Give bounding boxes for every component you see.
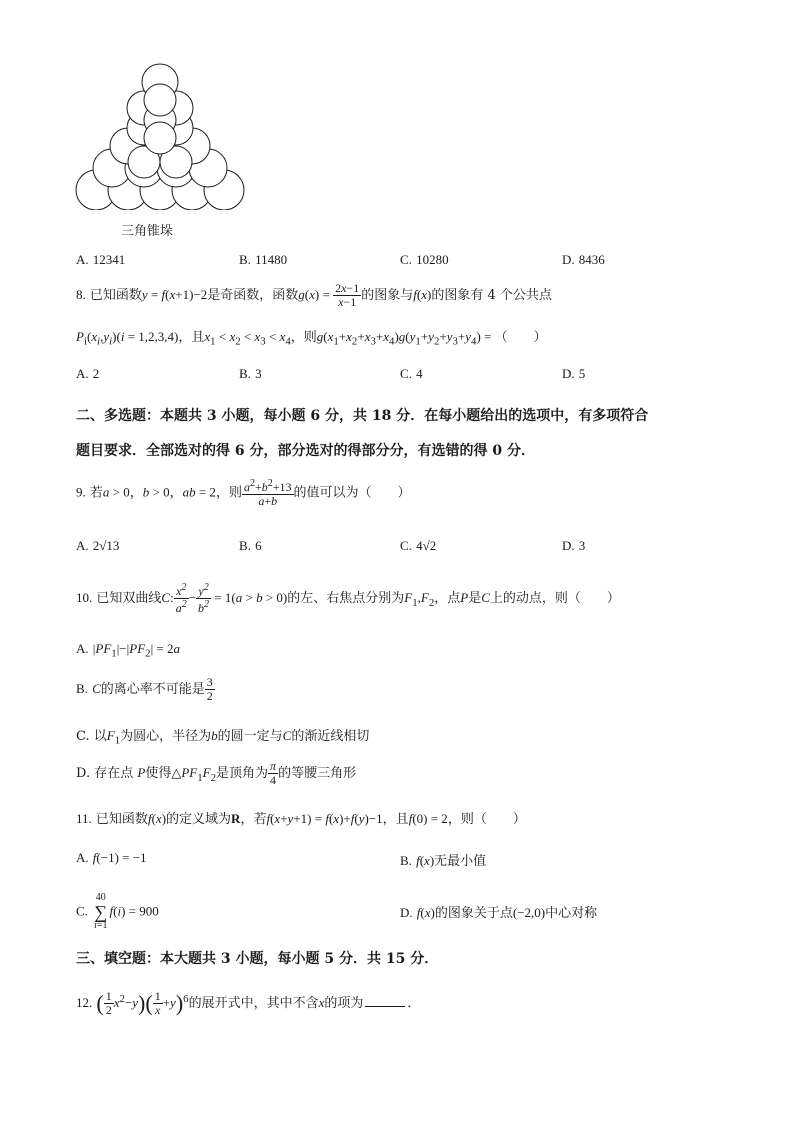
- triangular-pyramid-stack-figure: [70, 60, 250, 210]
- q11-option-d[interactable]: D. f(x)的图象关于点(−2,0)中心对称: [400, 905, 598, 921]
- section3-heading: 三、填空题：本大题共 3 小题，每小题 5 分．共 15 分．: [76, 951, 439, 967]
- q10-option-d[interactable]: D. 存在点 P使得$\triangle PF_1F_2$是顶角为 $\frac{\pi}{4}$ 的等腰三角形: [76, 759, 357, 788]
- q9-option-c[interactable]: C. 4√2: [400, 538, 437, 553]
- q8-option-d[interactable]: D. 5: [562, 366, 586, 381]
- q8-stem-line2: $P_i(x_i,y_i)(i = 1,2,3,4)$，且$x_1 < x_2 < x_3 < x_4$，则$g(x_1+x_2+x_3+x_4)g(y_1+y_2+y_3+y_4)$ = （ ）: [76, 329, 547, 348]
- q11-option-a[interactable]: A. f(−1) = −1: [76, 850, 147, 865]
- q9-option-d[interactable]: D. 3: [562, 538, 586, 553]
- q10-stem: 10. 已知双曲线C: $\frac{x^2}{a^2}$ − $\frac{y^2}{b^2}$ = 1(a > b > 0)的左、右焦点分别为$F_1,F_2$，点P是C上的动点，则（ ）: [76, 582, 620, 616]
- answer-blank[interactable]: [365, 1006, 405, 1007]
- q7-option-c[interactable]: C. 10280: [400, 252, 449, 267]
- q9-option-a[interactable]: A. 2√13: [76, 538, 120, 553]
- q8-option-c[interactable]: C. 4: [400, 366, 423, 381]
- q12-stem: 12. ( $\frac{1}{2}$ $x^2-y$)( $\frac{1}{x}$ +y)$^6$的展开式中，其中不含x的项为 ．: [76, 989, 421, 1018]
- q8-stem-line1: 8. 已知函数y = f(x+1)−2是奇函数，函数g(x) = $\frac{2x-1}{x-1}$ 的图象与f(x)的图象有 4 个公共点: [76, 280, 552, 309]
- q7-option-b[interactable]: B. 11480: [239, 252, 288, 267]
- section2-heading-line1: 二、多选题：本题共 3 小题，每小题 6 分，共 18 分．在每小题给出的选项中，有多项符合: [76, 408, 649, 424]
- section2-heading-line2: 题目要求．全部选对的得 6 分，部分选对的得部分分，有选错的得 0 分．: [76, 443, 535, 459]
- q10-option-a[interactable]: A. $|PF_1|-|PF_2| = 2a$: [76, 641, 180, 660]
- q11-option-c[interactable]: C. 40 ∑ i=1 f(i) = 900: [76, 892, 159, 931]
- q9-stem: 9. 若a > 0，b > 0，ab = 2，则 $\frac{a^2+b^2+13}{a+b}$ 的值可以为（ ）: [76, 478, 411, 509]
- q7-option-a[interactable]: A. 12341: [76, 252, 126, 267]
- q9-option-b[interactable]: B. 6: [239, 538, 262, 553]
- q10-option-c[interactable]: C. 以$F_1$为圆心，半径为b的圆一定与C的渐近线相切: [76, 728, 370, 747]
- q7-option-d[interactable]: D. 8436: [562, 252, 605, 267]
- q8-option-b[interactable]: B. 3: [239, 366, 262, 381]
- q11-stem: 11. 已知函数f(x)的定义域为R，若f(x+y+1) = f(x)+f(y)−1，且f(0) = 2，则（ ）: [76, 811, 526, 827]
- q11-option-b[interactable]: B. f(x)无最小值: [400, 853, 487, 869]
- q10-option-b[interactable]: B. C的离心率不可能是 $\frac{3}{2}$: [76, 675, 213, 704]
- figure-caption: 三角锥垛: [121, 224, 174, 239]
- q8-option-a[interactable]: A. 2: [76, 366, 100, 381]
